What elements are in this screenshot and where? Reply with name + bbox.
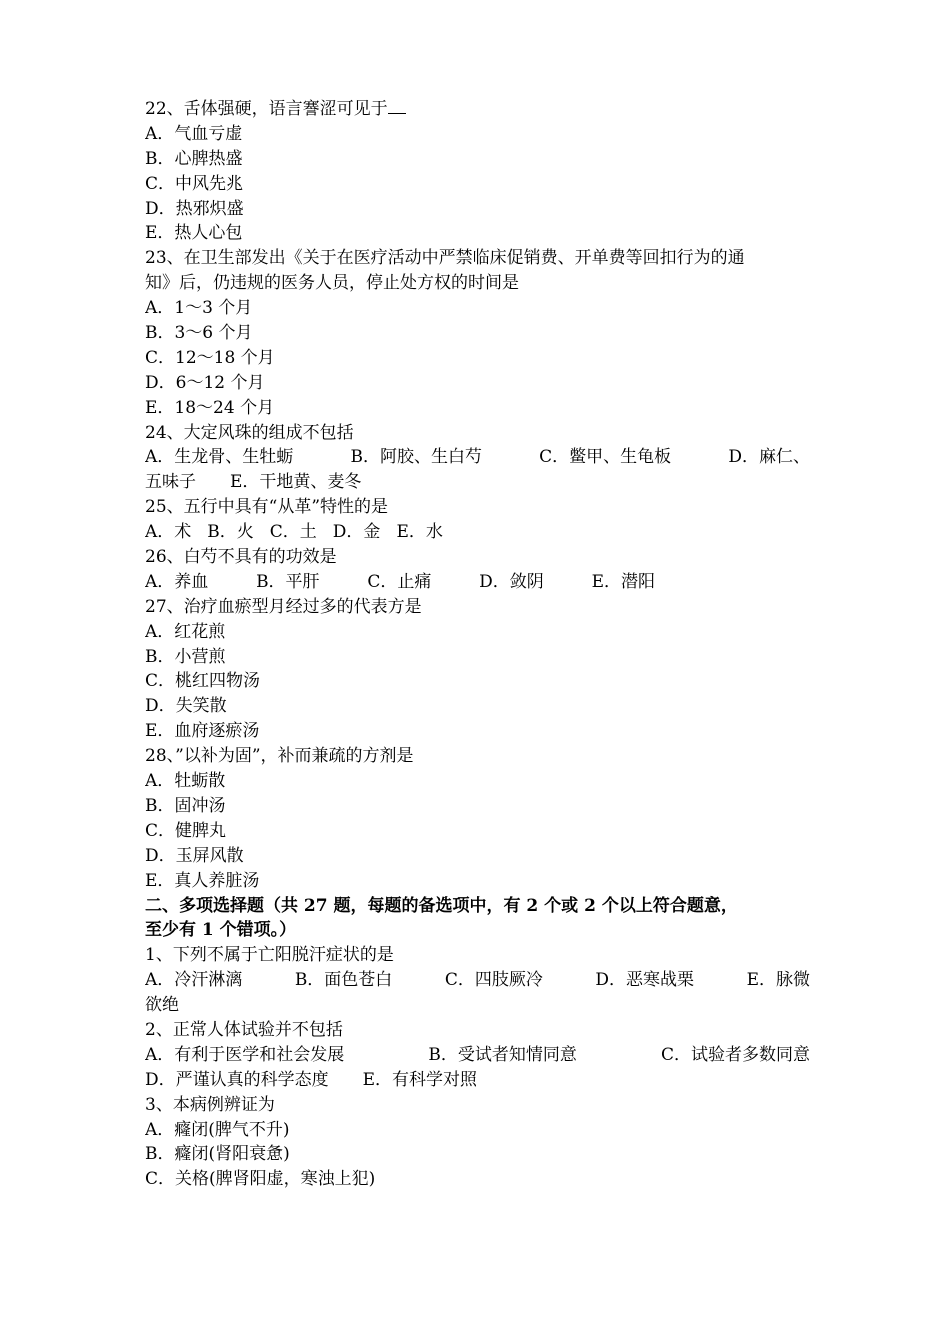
option: C．12～18 个月 xyxy=(145,347,275,368)
option: D．热邪炽盛 xyxy=(145,198,244,219)
option: B．心脾热盛 xyxy=(145,148,243,169)
option: A．牡蛎散 xyxy=(145,771,226,792)
question-23-stem-line-1: 23、在卫生部发出《关于在医疗活动中严禁临床促销费、开单费等回扣行为的通 xyxy=(145,248,745,269)
question-24-options-line-1 xyxy=(145,445,810,470)
question-25-options xyxy=(145,520,810,545)
option: A．1～3 个月 xyxy=(145,298,253,319)
option: B．受试者知情同意 xyxy=(428,1044,577,1065)
option: E．热人心包 xyxy=(145,223,243,244)
question-24-options-line-2 xyxy=(145,470,810,495)
option: A．术 xyxy=(145,522,192,543)
option: C．桃红四物汤 xyxy=(145,671,261,692)
option: E．有科学对照 xyxy=(362,1069,478,1090)
option: B．3～6 个月 xyxy=(145,323,253,344)
section-heading-line-2: 至少有 1 个错项。） xyxy=(145,920,297,941)
option: C．试验者多数同意 xyxy=(660,1044,810,1065)
option: B．阿胶、生白芍 xyxy=(350,447,482,468)
multi-question-3-stem: 3、本病例辨证为 xyxy=(145,1094,275,1115)
option: C．鳖甲、生龟板 xyxy=(539,447,672,468)
option: E．血府逐瘀汤 xyxy=(145,721,260,742)
option: E．水 xyxy=(396,522,443,543)
multi-question-2-options-line-1 xyxy=(145,1043,810,1068)
option: A．气血亏虚 xyxy=(145,123,243,144)
option: B．固冲汤 xyxy=(145,795,226,816)
option: A．养血 xyxy=(145,571,209,592)
multi-question-2-stem: 2、正常人体试验并不包括 xyxy=(145,1019,343,1040)
question-27-stem: 27、治疗血瘀型月经过多的代表方是 xyxy=(145,596,422,617)
option: B．小营煎 xyxy=(145,646,226,667)
question-23-stem-line-2: 知》后，仍违规的医务人员，停止处方权的时间是 xyxy=(145,273,519,294)
option: E．真人养脏汤 xyxy=(145,870,260,891)
option: D．失笑散 xyxy=(145,696,227,717)
question-22-stem: 22、舌体强硬，语言謇涩可见于 xyxy=(145,97,810,122)
option: D．严谨认真的科学态度 xyxy=(145,1069,329,1090)
multi-question-1-options-line-1 xyxy=(145,968,810,993)
option: C．中风先兆 xyxy=(145,173,244,194)
option: A．红花煎 xyxy=(145,621,226,642)
multi-question-2-options-line-2 xyxy=(145,1068,810,1093)
option: B．癃闭(肾阳衰惫) xyxy=(145,1144,290,1165)
question-25-stem: 25、五行中具有“从革”特性的是 xyxy=(145,497,389,518)
option: B．平肝 xyxy=(256,571,320,592)
document-page xyxy=(145,97,810,1192)
option: C．止痛 xyxy=(367,571,432,592)
option-continuation: 五味子 xyxy=(145,472,196,493)
option: A．冷汗淋漓 xyxy=(145,970,243,991)
option: D．金 xyxy=(332,522,381,543)
answer-blank xyxy=(388,99,406,114)
option: C．土 xyxy=(269,522,317,543)
option: E．干地黄、麦冬 xyxy=(230,472,362,493)
option: C．关格(脾肾阳虚，寒浊上犯) xyxy=(145,1169,376,1190)
option: C．四肢厥冷 xyxy=(444,970,543,991)
option: A．癃闭(脾气不升) xyxy=(145,1119,290,1140)
option: D．麻仁、 xyxy=(728,447,810,468)
option: A．生龙骨、生牡蛎 xyxy=(145,447,294,468)
option: D．6～12 个月 xyxy=(145,372,265,393)
question-28-stem: 28、”以补为固”，补而兼疏的方剂是 xyxy=(145,746,414,767)
option: B．面色苍白 xyxy=(294,970,393,991)
option: A．有利于医学和社会发展 xyxy=(145,1044,345,1065)
question-26-options xyxy=(145,570,655,595)
option: D．敛阴 xyxy=(479,571,544,592)
question-24-stem: 24、大定风珠的组成不包括 xyxy=(145,422,354,443)
option: E．18～24 个月 xyxy=(145,397,275,418)
option: E．潜阳 xyxy=(591,571,655,592)
option: D．恶寒战栗 xyxy=(595,970,695,991)
option: B．火 xyxy=(207,522,254,543)
option-continuation: 欲绝 xyxy=(145,995,179,1016)
option: E．脉微 xyxy=(746,970,810,991)
multi-question-1-stem: 1、下列不属于亡阳脱汗症状的是 xyxy=(145,945,394,966)
option: C．健脾丸 xyxy=(145,820,227,841)
section-heading-line-1: 二、多项选择题（共 27 题，每题的备选项中，有 2 个或 2 个以上符合题意， xyxy=(145,895,738,916)
option: D．玉屏风散 xyxy=(145,845,244,866)
question-26-stem: 26、白芍不具有的功效是 xyxy=(145,547,337,568)
